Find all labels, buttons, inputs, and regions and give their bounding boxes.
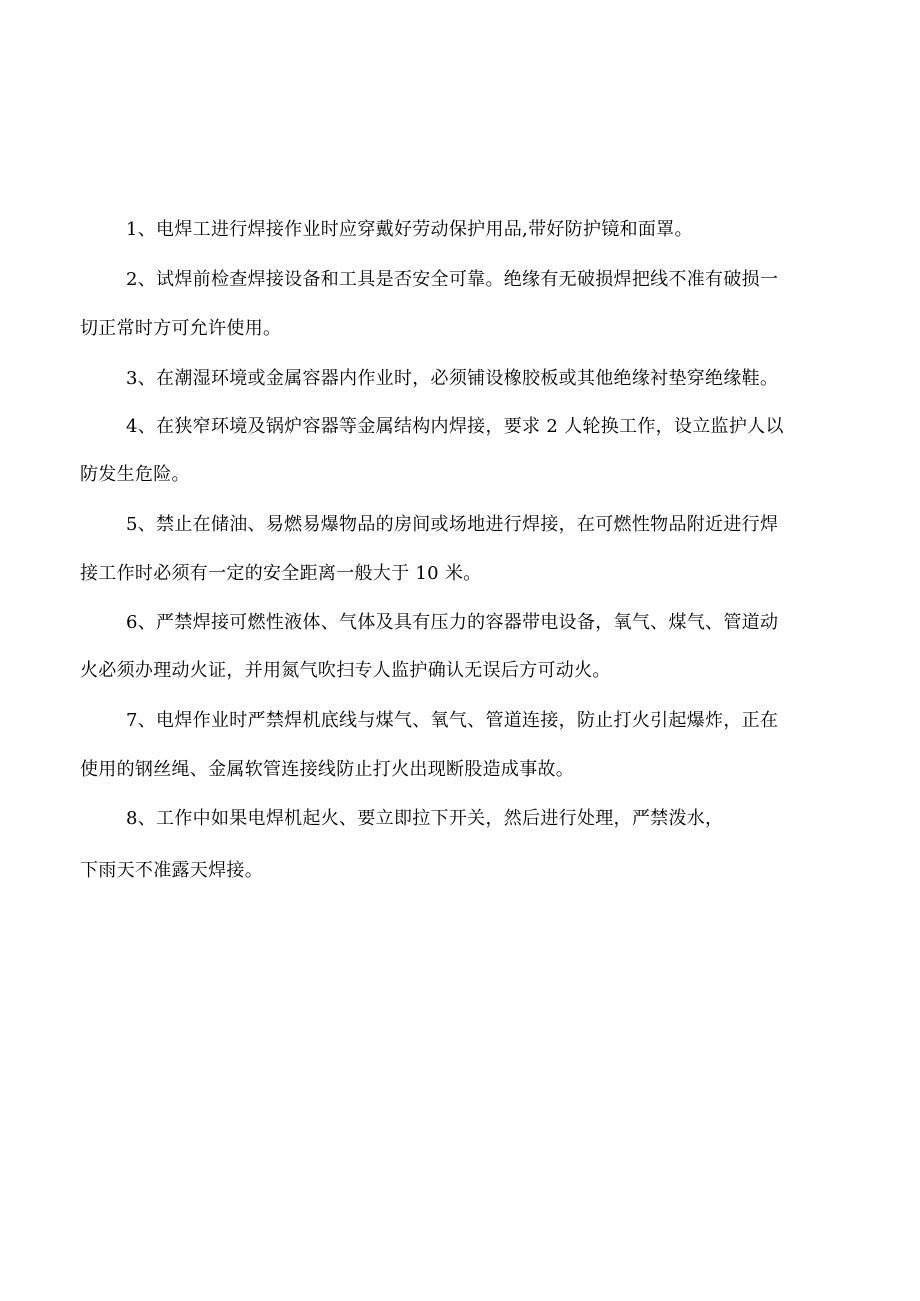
- rule-5-line-1: 5、禁止在储油、易燃易爆物品的房间或场地进行焊接，在可燃性物品附近进行焊: [126, 514, 779, 535]
- rule-6-line-2: 火必须办理动火证，并用氮气吹扫专人监护确认无误后方可动火。: [80, 660, 611, 681]
- rule-3-line-1: 3、在潮湿环境或金属容器内作业时，必须铺设橡胶板或其他绝缘衬垫穿绝缘鞋。: [126, 368, 779, 389]
- rule-4-line-1: 4、在狭窄环境及锅炉容器等金属结构内焊接，要求 2 人轮换工作，设立监护人以: [126, 416, 784, 437]
- rule-8-line-1: 8、工作中如果电焊机起火、要立即拉下开关，然后进行处理，严禁泼水，: [126, 808, 724, 829]
- rule-5-line-2: 接工作时必须有一定的安全距离一般大于 10 米。: [80, 563, 482, 584]
- rule-1-line-1: 1、电焊工进行焊接作业时应穿戴好劳动保护用品,带好防护镜和面罩。: [126, 219, 693, 240]
- rule-8-line-2: 下雨天不准露天焊接。: [80, 860, 263, 881]
- rule-6-line-1: 6、严禁焊接可燃性液体、气体及具有压力的容器带电设备，氧气、煤气、管道动: [126, 612, 779, 633]
- rule-4-line-2: 防发生危险。: [80, 464, 190, 485]
- rule-7-line-2: 使用的钢丝绳、金属软管连接线防止打火出现断股造成事故。: [80, 759, 575, 780]
- rule-2-line-1: 2、试焊前检查焊接设备和工具是否安全可靠。绝缘有无破损焊把线不准有破损一: [126, 269, 779, 290]
- rule-7-line-1: 7、电焊作业时严禁焊机底线与煤气、氧气、管道连接，防止打火引起爆炸，正在: [126, 710, 779, 731]
- rule-2-line-2: 切正常时方可允许使用。: [80, 318, 282, 339]
